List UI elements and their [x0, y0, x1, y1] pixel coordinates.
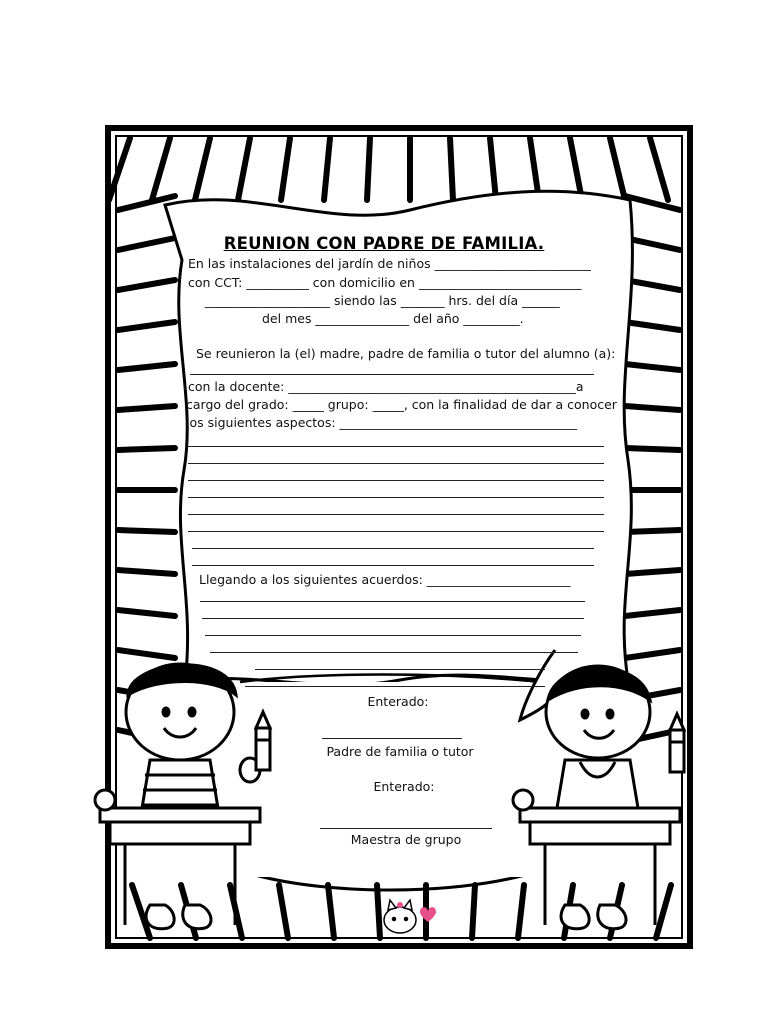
blank-line	[192, 548, 594, 549]
blank-line	[245, 686, 545, 687]
blank-line	[192, 565, 594, 566]
line-fecha: del mes _______________ del año _________.	[262, 311, 524, 326]
parent-signature-line	[322, 738, 462, 739]
teacher-signature-line	[320, 828, 492, 829]
blank-line	[255, 669, 545, 670]
line-grado: cargo del grado: _____ grupo: _____, con la finalidad de dar a conocer	[186, 397, 617, 412]
blank-line-alumno	[190, 374, 594, 375]
line-hora: ____________________ siendo las _______ hrs. del día ______	[205, 293, 560, 308]
enterado-teacher: Enterado:	[373, 779, 435, 794]
blank-line	[210, 652, 578, 653]
blank-line	[188, 531, 604, 532]
line-cct: con CCT: __________ con domicilio en __________________________	[188, 275, 582, 290]
blank-line	[188, 446, 604, 447]
blank-line	[188, 514, 604, 515]
line-reunieron: Se reunieron la (el) madre, padre de familia o tutor del alumno (a):	[196, 346, 616, 361]
line-acuerdos: Llegando a los siguientes acuerdos: _______________________	[199, 572, 571, 587]
blank-line	[188, 480, 604, 481]
blank-line	[188, 463, 604, 464]
blank-line	[188, 497, 604, 498]
enterado-parent: Enterado:	[367, 694, 429, 709]
page-title: REUNION CON PADRE DE FAMILIA.	[223, 234, 545, 253]
teacher-label: Maestra de grupo	[350, 832, 462, 847]
blank-line	[205, 635, 581, 636]
blank-line	[200, 601, 585, 602]
line-jardin: En las instalaciones del jardín de niños _________________________	[188, 256, 591, 271]
line-docente: con la docente: ______________________________________________a	[188, 379, 584, 394]
blank-line	[202, 618, 584, 619]
parent-label: Padre de familia o tutor	[326, 744, 474, 759]
line-aspectos: los siguientes aspectos: ______________________________________	[186, 415, 578, 430]
